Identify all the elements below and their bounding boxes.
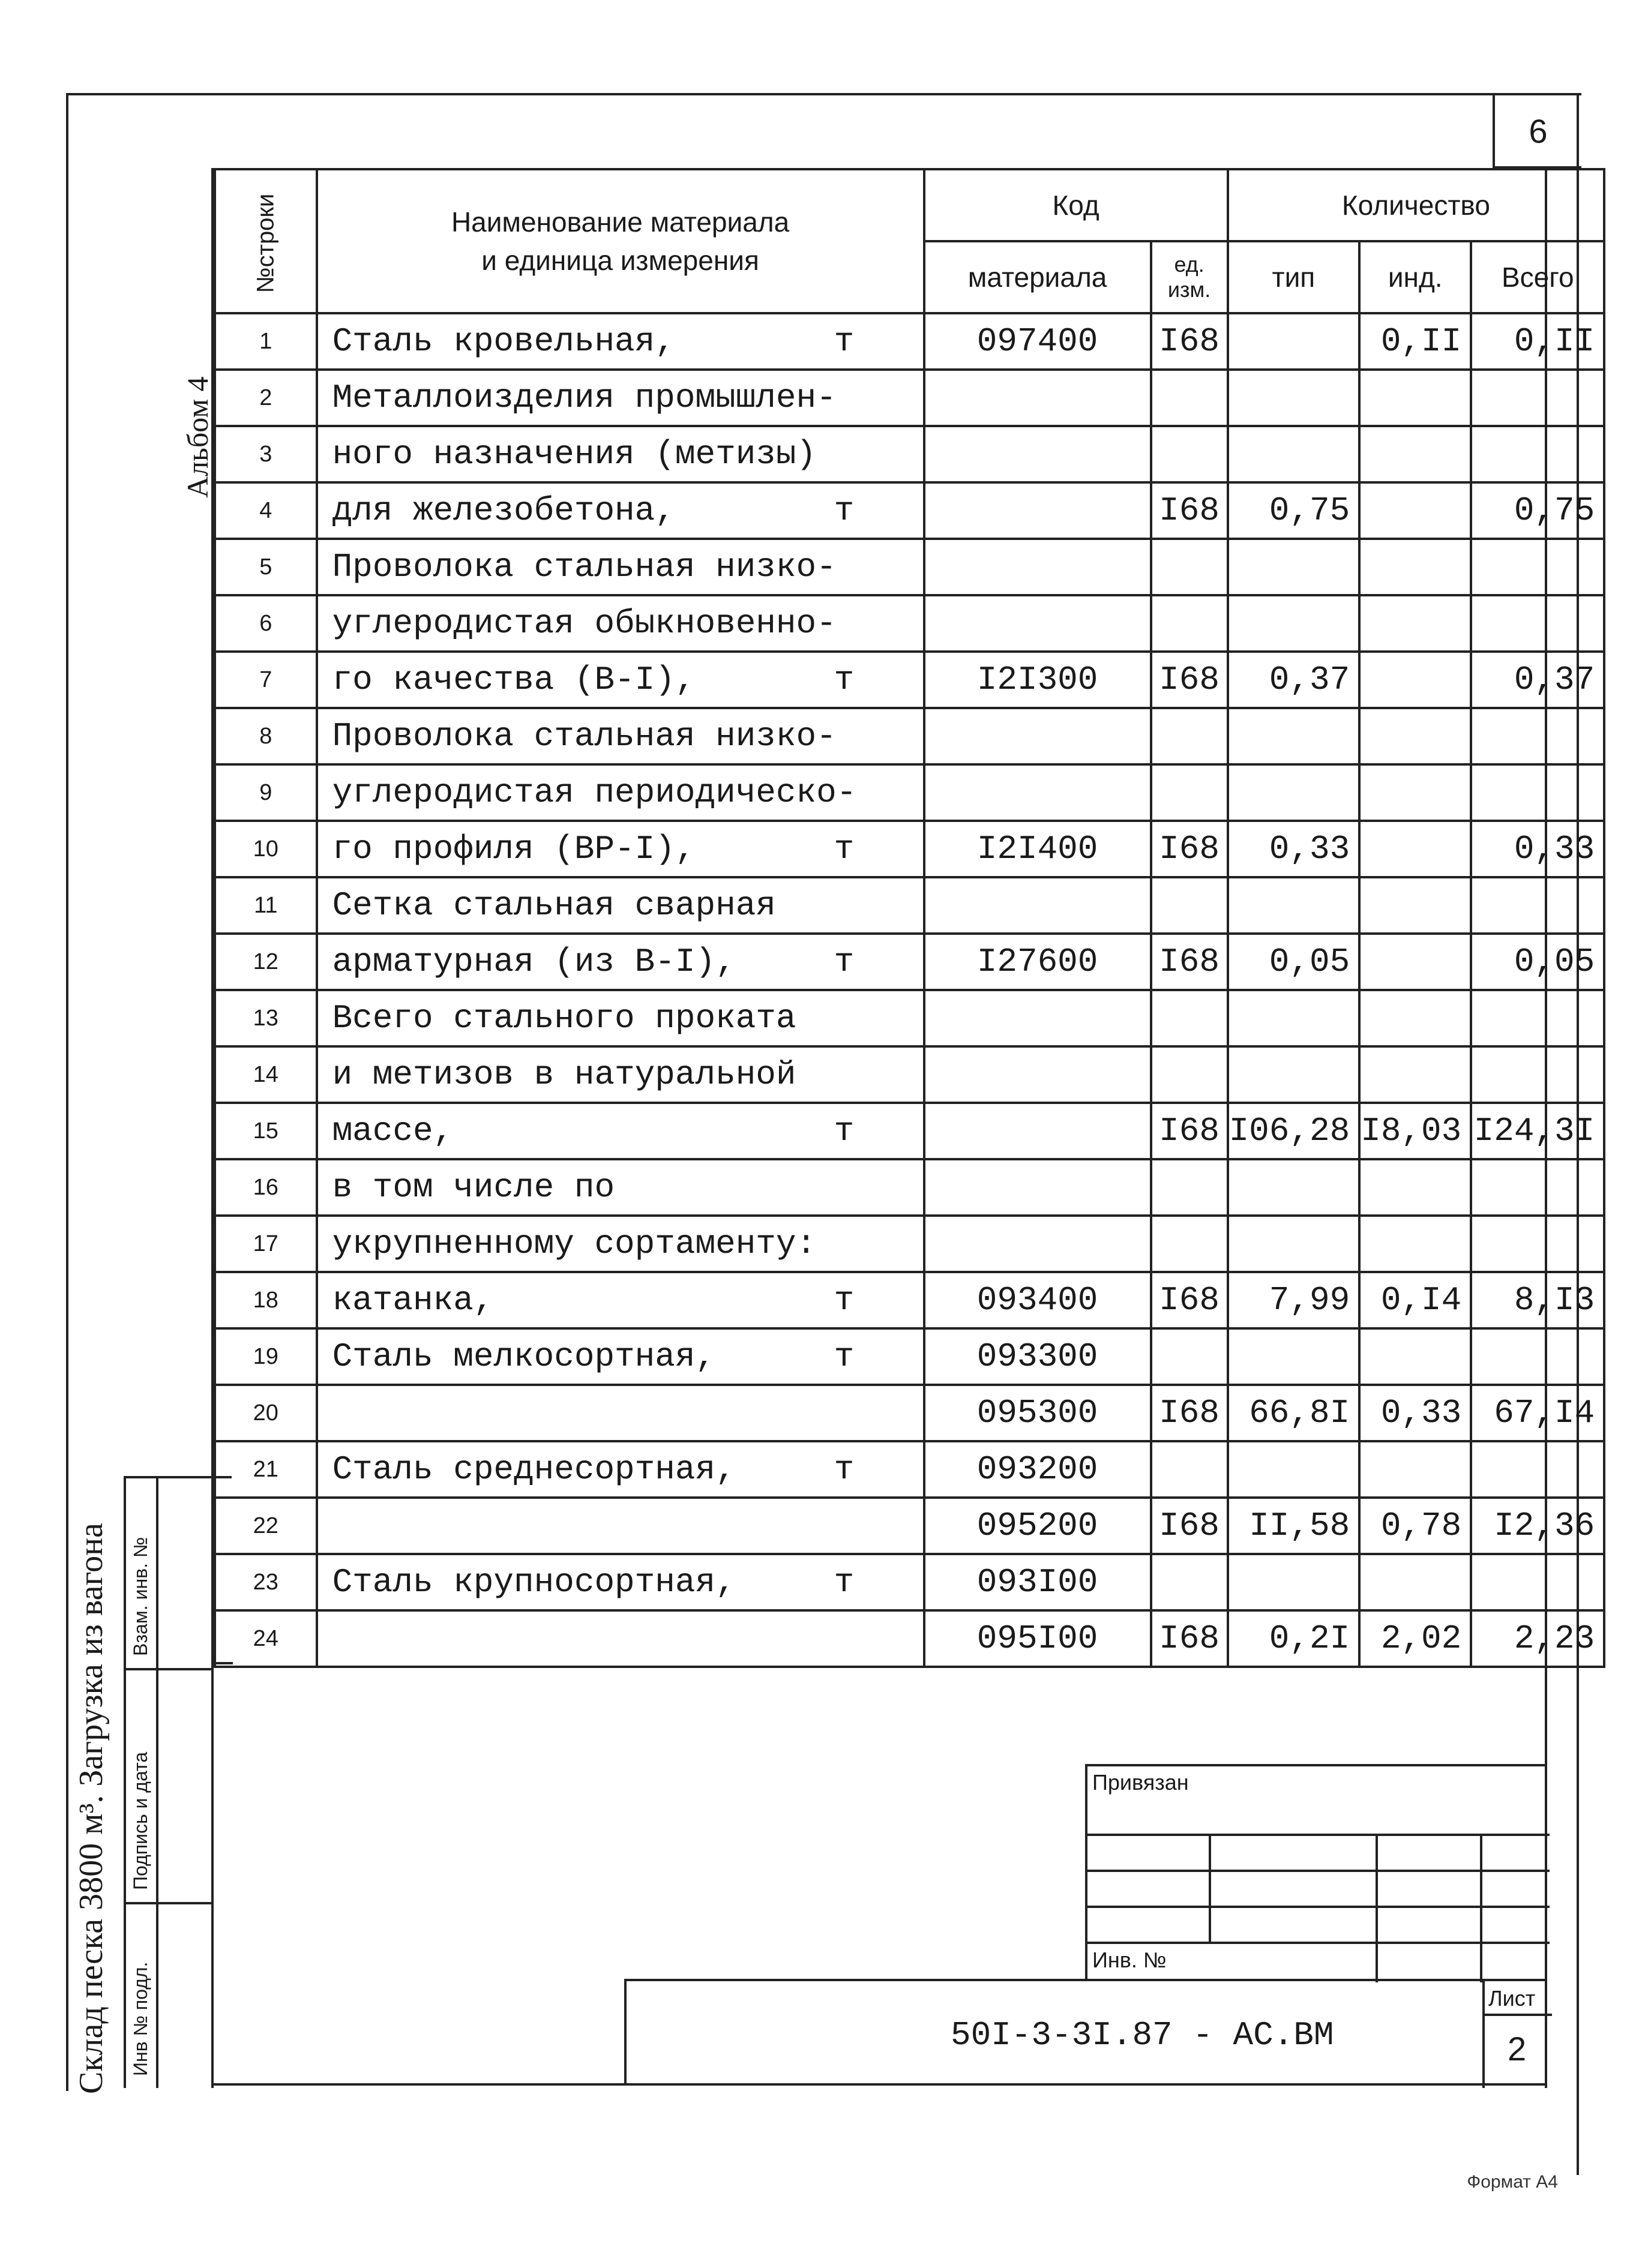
qty-total: 0,33 [1471, 821, 1604, 877]
row-number: 17 [215, 1216, 317, 1272]
qty-type [1228, 1159, 1360, 1216]
row-number: 19 [215, 1328, 317, 1385]
qty-type [1228, 708, 1360, 764]
qty-total: 0,37 [1471, 652, 1604, 708]
table-row [215, 1159, 1604, 1216]
table-row [215, 652, 1604, 708]
row-number: 5 [215, 539, 317, 595]
material-name [317, 1498, 924, 1554]
stamp-hline-3 [124, 1902, 214, 1904]
material-name [317, 934, 924, 990]
qty-ind [1359, 595, 1471, 652]
page-number: 6 [1493, 93, 1581, 169]
material-name [317, 426, 924, 482]
header-ind: инд. [1359, 241, 1471, 313]
row-number: 21 [215, 1441, 317, 1498]
table-row [215, 1103, 1604, 1159]
qty-total [1471, 595, 1604, 652]
qty-type [1228, 1216, 1360, 1272]
binding-tied-label: Привязан [1092, 1770, 1189, 1795]
material-name-text: ного назначения (метизы) [332, 435, 817, 473]
qty-type [1228, 1328, 1360, 1385]
material-name-text: Металлоизделия промышлен- [332, 379, 837, 417]
material-name-text: и метизов в натуральной [332, 1055, 796, 1094]
qty-total [1471, 708, 1604, 764]
stamp-hline-2 [124, 1668, 214, 1670]
material-code [924, 990, 1151, 1046]
material-name [317, 370, 924, 426]
unit-code [1151, 877, 1228, 934]
material-name [317, 764, 924, 821]
material-code: 093400 [924, 1272, 1151, 1328]
material-name-text: Сетка стальная сварная [332, 886, 776, 925]
qty-ind [1359, 370, 1471, 426]
unit-code: I68 [1151, 1610, 1228, 1667]
qty-type [1228, 1046, 1360, 1103]
unit-code: I68 [1151, 482, 1228, 539]
table-row [215, 370, 1604, 426]
frame-left-line [66, 93, 68, 2091]
measure-unit: т [834, 1563, 855, 1601]
qty-type: 0,75 [1228, 482, 1360, 539]
material-code [924, 482, 1151, 539]
table-row [215, 1216, 1604, 1272]
qty-ind [1359, 652, 1471, 708]
material-name-text: Сталь среднесортная, [332, 1450, 736, 1489]
material-code: 093I00 [924, 1554, 1151, 1610]
unit-code [1151, 1554, 1228, 1610]
qty-ind [1359, 934, 1471, 990]
header-total: Всего [1471, 241, 1604, 313]
header-material: материала [924, 241, 1151, 313]
qty-ind [1359, 1159, 1471, 1216]
stamp-replace-inv: Взам. инв. № [130, 1537, 151, 1656]
table-row [215, 1385, 1604, 1441]
material-name [317, 1046, 924, 1103]
row-number: 12 [215, 934, 317, 990]
qty-type: 66,8I [1228, 1385, 1360, 1441]
material-code [924, 370, 1151, 426]
material-name [317, 1385, 924, 1441]
material-code [924, 1103, 1151, 1159]
qty-type: 0,37 [1228, 652, 1360, 708]
qty-type: 0,33 [1228, 821, 1360, 877]
material-name [317, 1554, 924, 1610]
unit-code [1151, 539, 1228, 595]
measure-unit: т [834, 491, 855, 530]
row-number: 2 [215, 370, 317, 426]
unit-code: I68 [1151, 1103, 1228, 1159]
material-name-text: Всего стального проката [332, 999, 796, 1037]
material-code: 095200 [924, 1498, 1151, 1554]
material-name-text: в том числе по [332, 1168, 615, 1207]
unit-code [1151, 426, 1228, 482]
qty-type [1228, 990, 1360, 1046]
qty-total: I2,36 [1471, 1498, 1604, 1554]
qty-total [1471, 764, 1604, 821]
unit-code [1151, 595, 1228, 652]
measure-unit: т [834, 1112, 855, 1150]
row-number: 10 [215, 821, 317, 877]
material-code: 093200 [924, 1441, 1151, 1498]
table-row [215, 934, 1604, 990]
qty-total [1471, 1441, 1604, 1498]
qty-total: 0,05 [1471, 934, 1604, 990]
table-row [215, 1498, 1604, 1554]
material-code: I2I400 [924, 821, 1151, 877]
qty-type [1228, 764, 1360, 821]
qty-total: 2,23 [1471, 1610, 1604, 1667]
table-row [215, 1328, 1604, 1385]
qty-total: 8,I3 [1471, 1272, 1604, 1328]
unit-code: I68 [1151, 1272, 1228, 1328]
qty-type [1228, 595, 1360, 652]
measure-unit: т [834, 943, 855, 981]
qty-ind: 2,02 [1359, 1610, 1471, 1667]
qty-ind [1359, 482, 1471, 539]
qty-total [1471, 1216, 1604, 1272]
material-code [924, 595, 1151, 652]
table-row [215, 1272, 1604, 1328]
binding-vline-1 [1209, 1834, 1211, 1942]
row-number: 11 [215, 877, 317, 934]
binding-vline-3 [1480, 1834, 1482, 1982]
qty-type: I06,28 [1228, 1103, 1360, 1159]
qty-type: 7,99 [1228, 1272, 1360, 1328]
table-row [215, 482, 1604, 539]
sheet-divider [1485, 2014, 1552, 2016]
row-number: 18 [215, 1272, 317, 1328]
unit-code: I68 [1151, 652, 1228, 708]
qty-ind [1359, 1216, 1471, 1272]
material-name-text: го профиля (ВР-I), [332, 830, 696, 868]
row-number: 22 [215, 1498, 317, 1554]
qty-total: 0,II [1471, 313, 1604, 370]
qty-total [1471, 539, 1604, 595]
material-name [317, 652, 924, 708]
binding-inv-label: Инв. № [1092, 1948, 1167, 1972]
measure-unit: т [834, 1281, 855, 1319]
qty-total [1471, 370, 1604, 426]
side-title: Склад песка 3800 м³. Загрузка из вагона [73, 1523, 110, 2094]
table-row [215, 708, 1604, 764]
header-type: тип [1228, 241, 1360, 313]
header-name: Наименование материала и единица измерения [317, 169, 924, 313]
qty-ind [1359, 821, 1471, 877]
material-name-text: Проволока стальная низко- [332, 548, 837, 586]
table-row [215, 1610, 1604, 1667]
qty-total [1471, 877, 1604, 934]
material-name [317, 877, 924, 934]
qty-total [1471, 1328, 1604, 1385]
material-code [924, 426, 1151, 482]
row-number: 23 [215, 1554, 317, 1610]
qty-ind: 0,78 [1359, 1498, 1471, 1554]
row-number: 6 [215, 595, 317, 652]
header-quantity: Количество [1228, 169, 1605, 241]
sheet-box [1482, 1981, 1552, 2088]
qty-type [1228, 1441, 1360, 1498]
row-number: 15 [215, 1103, 317, 1159]
material-name-text: для железобетона, [332, 491, 675, 530]
material-name-text: углеродистая периодическо- [332, 773, 857, 812]
qty-ind: 0,33 [1359, 1385, 1471, 1441]
table-row [215, 1554, 1604, 1610]
material-name-text: массе, [332, 1112, 454, 1150]
qty-ind [1359, 1328, 1471, 1385]
unit-code [1151, 1216, 1228, 1272]
unit-code: I68 [1151, 821, 1228, 877]
material-name-text: Сталь мелкосортная, [332, 1337, 716, 1376]
qty-total [1471, 1159, 1604, 1216]
unit-code [1151, 708, 1228, 764]
row-number: 1 [215, 313, 317, 370]
unit-code: I68 [1151, 1385, 1228, 1441]
unit-code [1151, 1159, 1228, 1216]
material-name [317, 1441, 924, 1498]
table-row [215, 821, 1604, 877]
qty-total: 67,I4 [1471, 1385, 1604, 1441]
row-number: 24 [215, 1610, 317, 1667]
qty-type [1228, 1554, 1360, 1610]
material-code: 097400 [924, 313, 1151, 370]
unit-code: I68 [1151, 313, 1228, 370]
measure-unit: т [834, 661, 855, 699]
material-name-text: укрупненному сортаменту: [332, 1225, 817, 1263]
material-name [317, 1216, 924, 1272]
format-footer: Формат А4 [1467, 2172, 1558, 2192]
document-code: 50I-3-3I.87 - АС.ВМ [951, 2016, 1334, 2054]
table-row [215, 877, 1604, 934]
album-label: Альбом 4 [181, 376, 214, 498]
material-name [317, 313, 924, 370]
material-code [924, 708, 1151, 764]
unit-code: I68 [1151, 934, 1228, 990]
material-code [924, 1159, 1151, 1216]
row-number: 16 [215, 1159, 317, 1216]
qty-type [1228, 877, 1360, 934]
header-row-number: №строки [215, 169, 317, 313]
table-row [215, 1441, 1604, 1498]
table-row [215, 313, 1604, 370]
material-code [924, 877, 1151, 934]
material-name [317, 482, 924, 539]
measure-unit: т [834, 322, 855, 361]
unit-code [1151, 370, 1228, 426]
material-code [924, 1216, 1151, 1272]
header-code: Код [924, 169, 1228, 241]
unit-code [1151, 1441, 1228, 1498]
materials-table [214, 168, 1605, 1668]
material-code: I27600 [924, 934, 1151, 990]
row-number: 7 [215, 652, 317, 708]
qty-type [1228, 539, 1360, 595]
material-name [317, 595, 924, 652]
row-number: 8 [215, 708, 317, 764]
material-name [317, 821, 924, 877]
qty-total [1471, 426, 1604, 482]
qty-total: 0,75 [1471, 482, 1604, 539]
table-row [215, 595, 1604, 652]
row-number: 9 [215, 764, 317, 821]
qty-ind [1359, 1554, 1471, 1610]
qty-total [1471, 1554, 1604, 1610]
material-code: 095300 [924, 1385, 1151, 1441]
material-name-text: го качества (В-I), [332, 661, 696, 699]
qty-total: I24,3I [1471, 1103, 1604, 1159]
qty-type: 0,2I [1228, 1610, 1360, 1667]
material-name [317, 1159, 924, 1216]
measure-unit: т [834, 830, 855, 868]
title-block [624, 1979, 1547, 2086]
material-name [317, 1328, 924, 1385]
qty-ind [1359, 1441, 1471, 1498]
unit-code [1151, 764, 1228, 821]
header-unit: ед. изм. [1151, 241, 1228, 313]
material-name-text: Проволока стальная низко- [332, 717, 837, 755]
table-row [215, 426, 1604, 482]
unit-code [1151, 990, 1228, 1046]
stamp-sign-date: Подпись и дата [130, 1751, 151, 1890]
qty-ind: 0,I4 [1359, 1272, 1471, 1328]
material-code: I2I300 [924, 652, 1151, 708]
qty-total [1471, 1046, 1604, 1103]
material-code: 095I00 [924, 1610, 1151, 1667]
unit-code [1151, 1046, 1228, 1103]
table-row [215, 1046, 1604, 1103]
material-name [317, 539, 924, 595]
row-number: 20 [215, 1385, 317, 1441]
qty-ind [1359, 1046, 1471, 1103]
qty-type [1228, 313, 1360, 370]
material-code [924, 1046, 1151, 1103]
qty-type [1228, 370, 1360, 426]
material-code: 093300 [924, 1328, 1151, 1385]
material-name [317, 1103, 924, 1159]
table-row [215, 764, 1604, 821]
binding-vline-2 [1376, 1834, 1378, 1982]
material-name-text: Сталь крупносортная, [332, 1563, 736, 1601]
material-name-text: углеродистая обыкновенно- [332, 604, 837, 643]
sheet-number: 2 [1508, 2030, 1527, 2068]
frame-top-line [66, 93, 1578, 95]
row-number: 3 [215, 426, 317, 482]
table-row [215, 539, 1604, 595]
material-name [317, 708, 924, 764]
qty-ind [1359, 877, 1471, 934]
qty-ind [1359, 426, 1471, 482]
measure-unit: т [834, 1450, 855, 1489]
material-code [924, 539, 1151, 595]
qty-type: 0,05 [1228, 934, 1360, 990]
row-number: 4 [215, 482, 317, 539]
qty-ind [1359, 539, 1471, 595]
unit-code: I68 [1151, 1498, 1228, 1554]
material-name [317, 1272, 924, 1328]
measure-unit: т [834, 1337, 855, 1376]
qty-total [1471, 990, 1604, 1046]
row-number: 13 [215, 990, 317, 1046]
row-number: 14 [215, 1046, 317, 1103]
stamp-vline-1 [124, 1476, 126, 2088]
qty-ind: 0,II [1359, 313, 1471, 370]
qty-type [1228, 426, 1360, 482]
unit-code [1151, 1328, 1228, 1385]
qty-ind: I8,03 [1359, 1103, 1471, 1159]
binding-block [1085, 1764, 1547, 1980]
stamp-vline-2 [156, 1476, 158, 2088]
qty-type: II,58 [1228, 1498, 1360, 1554]
material-code [924, 764, 1151, 821]
material-name-text: катанка, [332, 1281, 494, 1319]
table-row [215, 990, 1604, 1046]
sheet-label: Лист [1488, 1986, 1536, 2011]
material-name [317, 1610, 924, 1667]
stamp-inv-orig: Инв № подл. [130, 1961, 151, 2076]
material-name [317, 990, 924, 1046]
qty-ind [1359, 990, 1471, 1046]
material-name-text: арматурная (из В-I), [332, 943, 736, 981]
material-name-text: Сталь кровельная, [332, 322, 675, 361]
qty-ind [1359, 708, 1471, 764]
qty-ind [1359, 764, 1471, 821]
